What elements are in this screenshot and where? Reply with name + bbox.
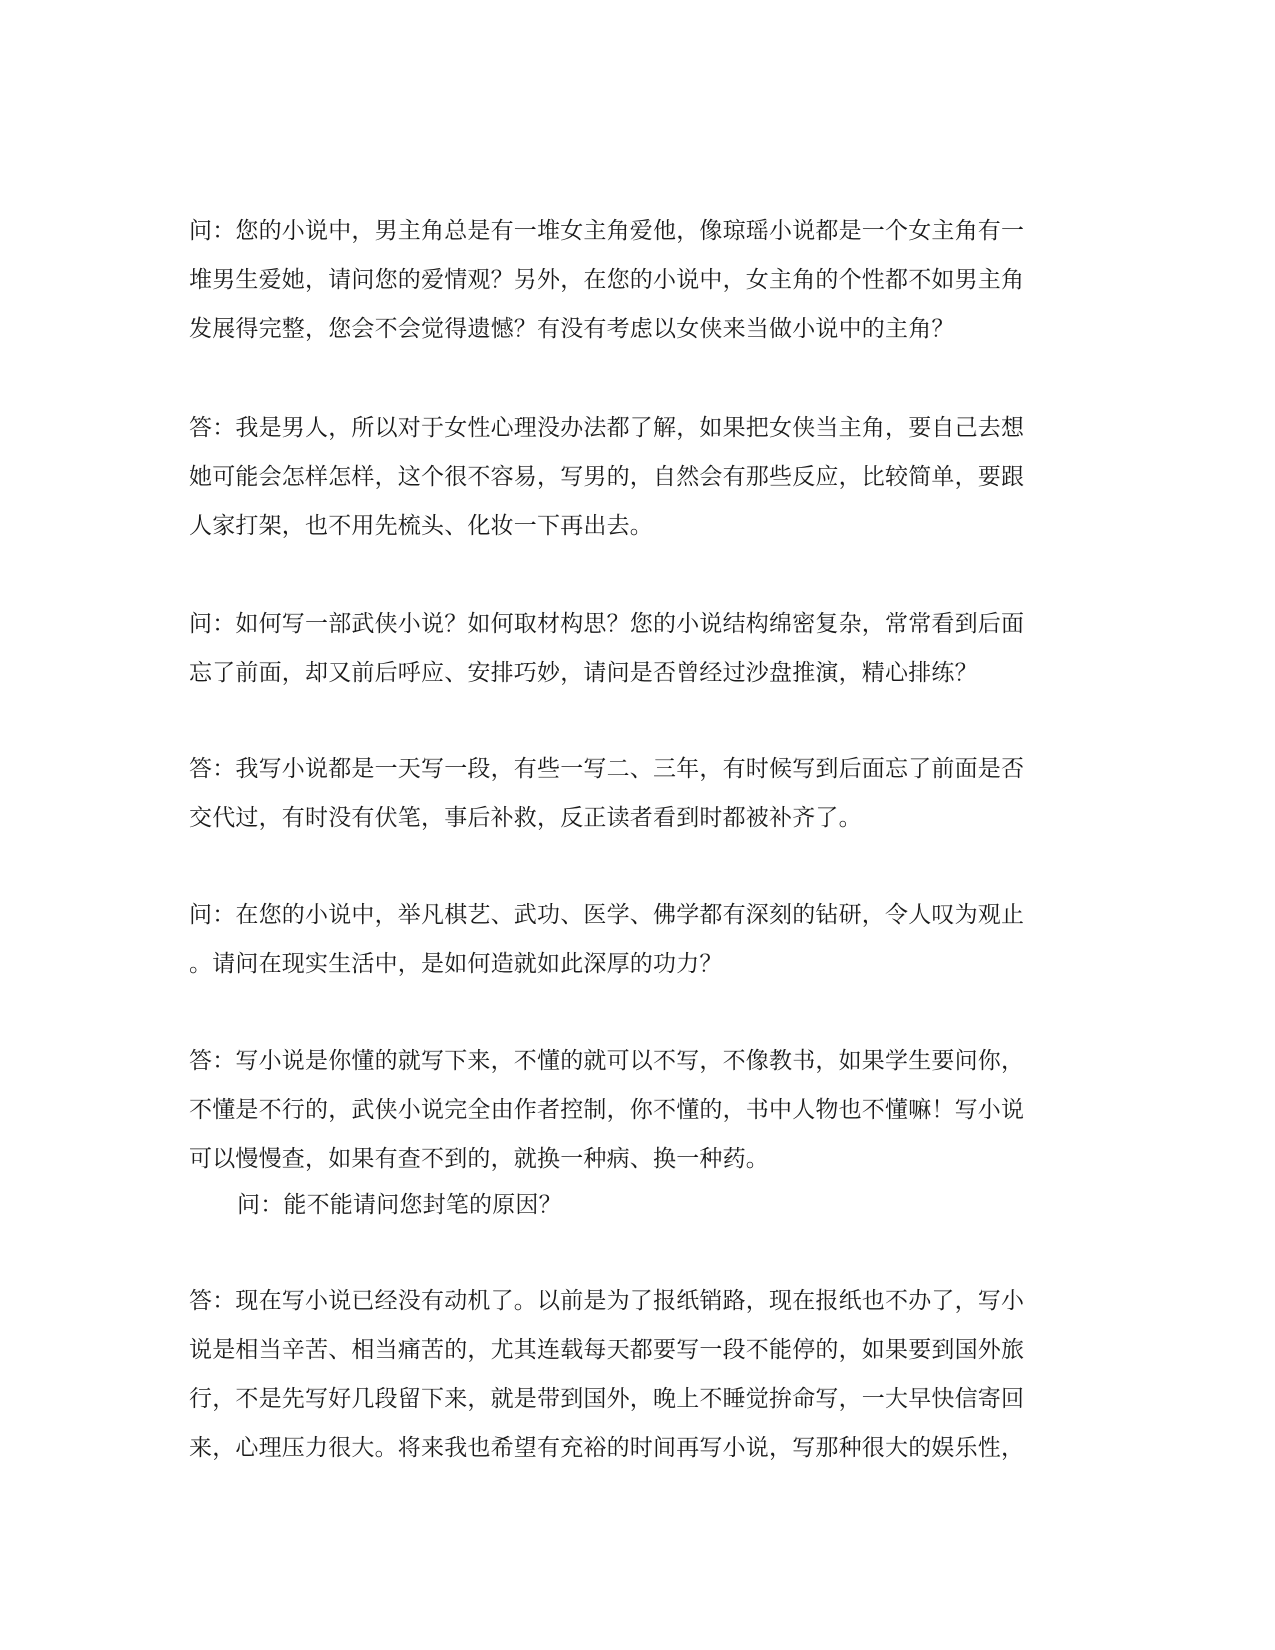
answer-paragraph-2: 答：我写小说都是一天写一段，有些一写二、三年，有时候写到后面忘了前面是否 交代过，有时没有伏笔，事后补救，反正读者看到时都被补齐了。 (189, 756, 1025, 831)
answer-paragraph-4: 答：现在写小说已经没有动机了。以前是为了报纸销路，现在报纸也不办了，写小 说是相当辛苦、相当痛苦的，尤其连载每天都要写一段不能停的，如果要到国外旅 行，不是先写好几段留下来，就是带到国外，晚上不睡觉拚命写，一大早快信寄回 来，心理压力很大。将来我也希望有充裕的时间再写小说，写那种很大的娱乐性， (189, 1288, 1025, 1461)
answer-paragraph-1: 答：我是男人，所以对于女性心理没办法都了解，如果把女侠当主角，要自己去想 她可能会怎样怎样，这个很不容易，写男的，自然会有那些反应，比较简单，要跟 人家打架，也不用先梳头、化妆一下再出去。 (189, 415, 1025, 539)
question-paragraph-1: 问：您的小说中，男主角总是有一堆女主角爱他，像琼瑶小说都是一个女主角有一 堆男生爱她，请问您的爱情观？另外，在您的小说中，女主角的个性都不如男主角 发展得完整，您会不会觉得遗憾？有没有考虑以女侠来当做小说中的主角？ (189, 218, 1025, 342)
question-paragraph-3: 问：在您的小说中，举凡棋艺、武功、医学、佛学都有深刻的钻研，令人叹为观止 。请问在现实生活中，是如何造就如此深厚的功力？ (189, 902, 1025, 977)
question-paragraph-2: 问：如何写一部武侠小说？如何取材构思？您的小说结构绵密复杂，常常看到后面 忘了前面，却又前后呼应、安排巧妙，请问是否曾经过沙盘推演，精心排练？ (189, 611, 1025, 686)
question-paragraph-4: 问：能不能请问您封笔的原因？ (237, 1192, 562, 1218)
answer-paragraph-3: 答：写小说是你懂的就写下来，不懂的就可以不写，不像教书，如果学生要问你， 不懂是不行的，武侠小说完全由作者控制，你不懂的，书中人物也不懂嘛！写小说 可以慢慢查，如果有查不到的，就换一种病、换一种药。 (189, 1048, 1025, 1172)
